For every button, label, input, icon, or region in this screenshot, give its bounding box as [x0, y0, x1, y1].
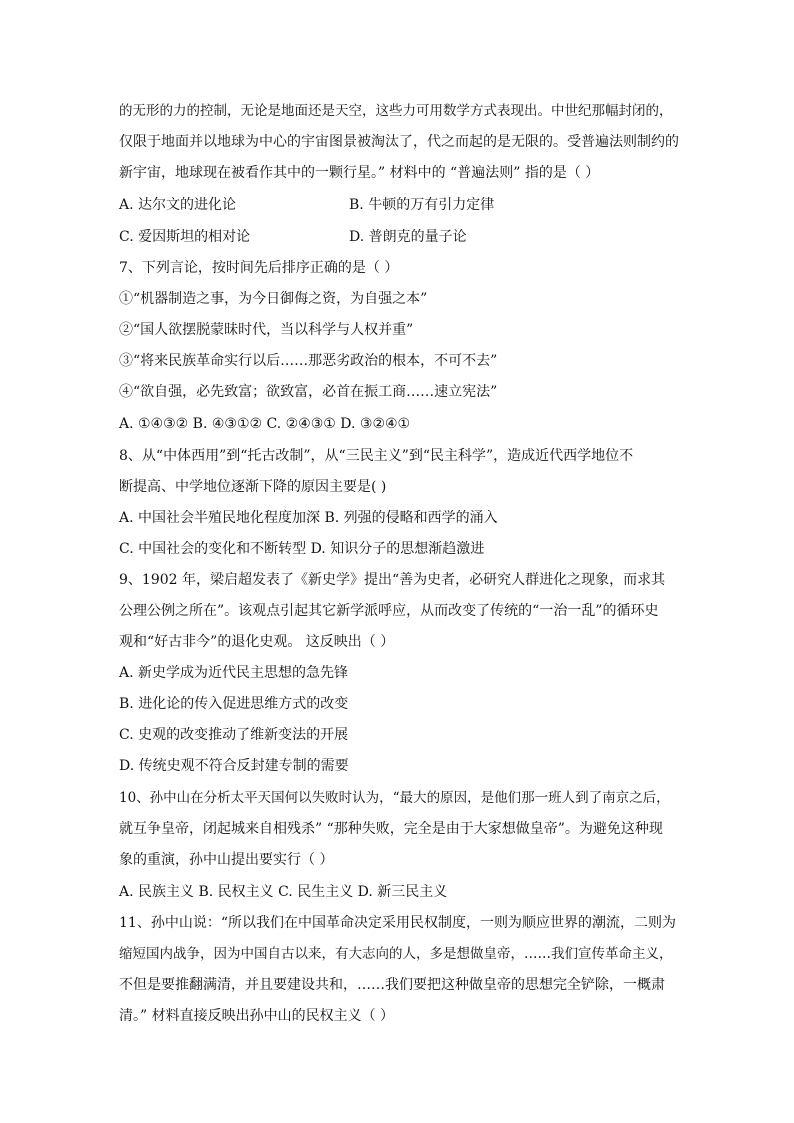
q10-stem-line-1: 10、孙中山在分析太平天国何以失败时认为，“最大的原因，是他们那一班人到了南京之后， [119, 790, 670, 806]
q11-stem-line-3: 不但是要推翻满清，并且要建设共和，……我们要把这种做皇帝的思想完全铲除，一概肃 [119, 977, 665, 993]
q8-stem-line-1: 8、从“中体西用”到“托古改制”，从“三民主义”到“民主科学”，造成近代西学地位不 [119, 448, 634, 464]
q6-stem-line-3: 新宇宙，地球现在被看作其中的一颗行星。” 材料中的 “普遍法则” 指的是（ ） [119, 165, 600, 181]
q8-options-ab: A. 中国社会半殖民地化程度加深 B. 列强的侵略和西学的涌入 [119, 510, 498, 526]
q6-option-b: B. 牛顿的万有引力定律 [349, 197, 495, 213]
q9-stem-line-1: 9、1902 年，梁启超发表了《新史学》提出“善为史者，必研究人群进化之现象，而求其 [119, 572, 666, 588]
q6-option-d: D. 普朗克的量子论 [349, 229, 467, 245]
q8-stem-line-2: 断提高、中学地位逐渐下降的原因主要是( ) [119, 479, 387, 495]
q7-item-2: ②“国人欲摆脱蒙昧时代，当以科学与人权并重” [119, 322, 414, 338]
q11-stem-line-4: 清。” 材料直接反映出孙中山的民权主义（ ） [119, 1008, 395, 1024]
q11-stem-line-1: 11、孙中山说：“所以我们在中国革命决定采用民权制度，一则为顺应世界的潮流，二则为 [119, 915, 676, 931]
q9-stem-line-3: 观和“好古非今”的退化史观。 这反映出（ ） [119, 634, 395, 650]
q7-stem: 7、下列言论，按时间先后排序正确的是（ ） [119, 260, 399, 276]
q9-stem-line-2: 公理公例之所在”。该观点引起其它新学派呼应，从而改变了传统的“一治一乱”的循环史 [119, 603, 659, 619]
q10-stem-line-3: 象的重演，孙中山提出要实行（ ） [119, 852, 334, 868]
q9-option-a: A. 新史学成为近代民主思想的急先锋 [119, 665, 349, 681]
q7-item-3: ③“将来民族革命实行以后……那恶劣政治的根本，不可不去” [119, 353, 498, 369]
q9-option-c: C. 史观的改变推动了维新变法的开展 [119, 727, 349, 743]
q11-stem-line-2: 缩短国内战争，因为中国自古以来，有大志向的人，多是想做皇帝，……我们宣传革命主义， [119, 946, 673, 962]
q9-option-d: D. 传统史观不符合反封建专制的需要 [119, 758, 349, 774]
q7-options: A. ①④③② B. ④③①② C. ②④③① D. ③②④① [119, 416, 411, 432]
q10-stem-line-2: 就互争皇帝，闭起城来自相残杀” “那种失败，完全是由于大家想做皇帝”。为避免这种现 [119, 821, 663, 837]
q8-options-cd: C. 中国社会的变化和不断转型 D. 知识分子的思想渐趋激进 [119, 541, 485, 557]
q7-item-4: ④“欲自强，必先致富；欲致富，必首在振工商……速立宪法” [119, 384, 498, 400]
q9-option-b: B. 进化论的传入促进思维方式的改变 [119, 696, 349, 712]
q6-option-a: A. 达尔文的进化论 [119, 197, 237, 213]
q7-item-1: ①“机器制造之事，为今日御侮之资，为自强之本” [119, 291, 428, 307]
q6-stem-line-1: 的无形的力的控制，无论是地面还是天空，这些力可用数学方式表现出。中世纪那幅封闭的， [119, 103, 673, 119]
q6-stem-line-2: 仅限于地面并以地球为中心的宇宙图景被淘汰了，代之而起的是无限的。受普遍法则制约的 [119, 134, 679, 150]
q6-option-c: C. 爱因斯坦的相对论 [119, 229, 251, 245]
q10-options: A. 民族主义 B. 民权主义 C. 民生主义 D. 新三民主义 [119, 884, 448, 900]
